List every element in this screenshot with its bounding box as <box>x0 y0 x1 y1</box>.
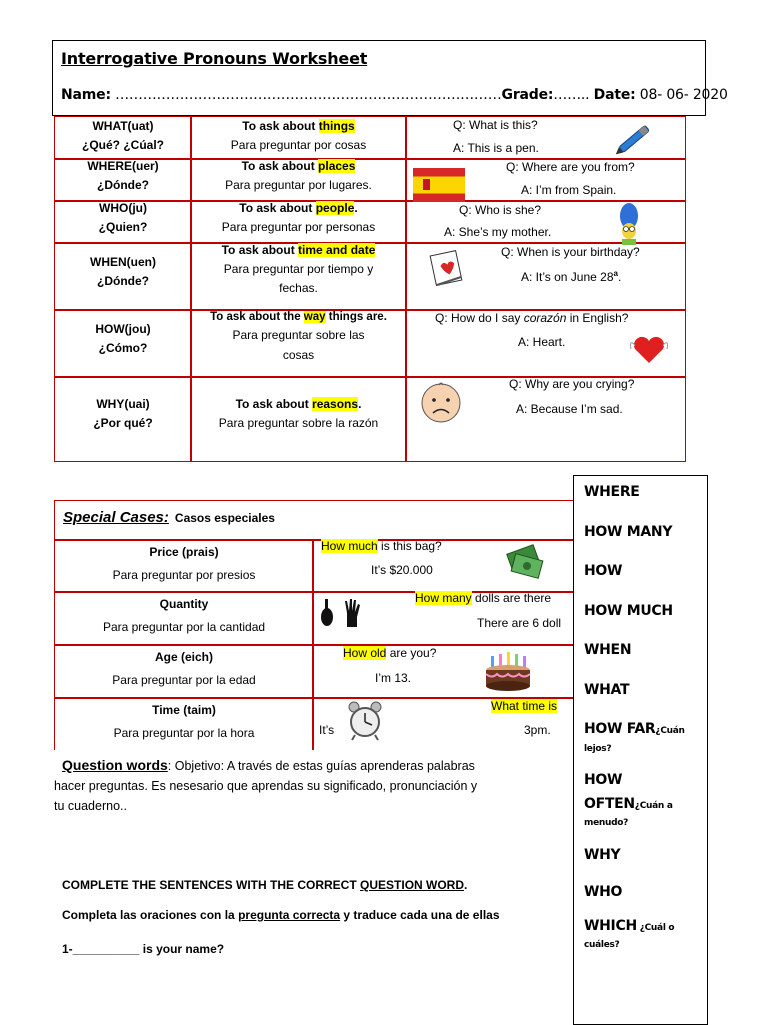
pen-icon <box>615 118 657 158</box>
word-bank-item: HOW MANY <box>584 523 673 540</box>
example-question: Q: What is this? <box>453 118 538 132</box>
pronoun-word-what: WHAT(uat) ¿Qué? ¿Cúal? <box>82 119 164 153</box>
word-bank-item: WHAT <box>584 681 630 698</box>
pronoun-purpose-how: To ask about the way things are. Para preguntar sobre las cosas <box>210 311 387 362</box>
name-label: Name: <box>61 87 111 103</box>
special-row-quantity: Quantity Para preguntar por la cantidad <box>102 597 266 634</box>
worksheet-header <box>52 40 728 116</box>
word-bank-item: WHERE <box>584 484 640 500</box>
pronoun-word-who: WHO(ju) ¿Quien? <box>98 201 148 235</box>
student-info-line <box>61 87 728 103</box>
example-question: Q: How do I say corazón in English? <box>435 311 629 325</box>
special-question: How much is this bag? <box>321 539 442 553</box>
grade-label: Grade: <box>501 87 554 103</box>
example-question: Q: Why are you crying? <box>509 377 635 391</box>
word-bank-item: WHICH ¿Cuál o cuáles? <box>584 917 675 950</box>
exercise-item-1: 1-__________ is your name? <box>62 942 225 956</box>
example-answer: A: Heart. <box>518 335 566 349</box>
special-answer: There are 6 doll <box>477 616 562 630</box>
word-bank-item: WHY <box>584 846 621 863</box>
special-question: What time is <box>491 699 558 713</box>
example-question: Q: Who is she? <box>459 203 542 217</box>
pronoun-table <box>54 116 686 462</box>
name-blank: ………………………………………………………………………… <box>115 87 502 103</box>
example-question: Q: When is your birthday? <box>501 245 640 259</box>
example-answer: A: I’m from Spain. <box>521 183 617 197</box>
pronoun-purpose-where: To ask about places Para preguntar por lugares. <box>225 159 372 193</box>
special-cases-table <box>54 500 574 750</box>
special-row-price: Price (prais) Para preguntar por presios <box>112 545 256 582</box>
hands-icon <box>319 597 363 629</box>
example-answer: A: She’s my mother. <box>444 225 552 239</box>
instruction-english: COMPLETE THE SENTENCES WITH THE CORRECT QUESTION WORD. <box>62 878 468 892</box>
example-answer: A: Because I’m sad. <box>516 402 623 416</box>
pronoun-word-when: WHEN(uen) ¿Dónde? <box>90 255 156 289</box>
word-bank-item: WHEN <box>584 642 632 658</box>
worksheet-title: Interrogative Pronouns Worksheet <box>61 49 368 68</box>
special-answer-prefix: It’s <box>319 723 335 737</box>
special-row-time: Time (taim) Para preguntar por la hora <box>113 703 255 740</box>
grade-blank: …….. <box>553 87 590 103</box>
heart-icon <box>629 333 669 365</box>
word-bank <box>573 475 708 1025</box>
spain-flag-icon <box>413 168 465 202</box>
word-bank-item: HOW MUCH <box>584 602 673 619</box>
special-question: How old are you? <box>343 646 437 660</box>
alarm-clock-icon <box>345 699 385 743</box>
special-row-age: Age (eich) Para preguntar por la edad <box>112 650 256 687</box>
special-answer: It’s $20.000 <box>371 563 433 577</box>
pronoun-word-why: WHY(uai) ¿Por qué? <box>93 397 153 431</box>
pronoun-word-how: HOW(jou) ¿Cómo? <box>95 322 151 356</box>
pronoun-purpose-who: To ask about people. Para preguntar por personas <box>221 201 376 235</box>
calendar-icon <box>427 245 467 289</box>
word-bank-item: HOW FAR¿Cuán lejos? <box>584 721 685 754</box>
date-label: Date: <box>593 87 636 103</box>
pronoun-purpose-when: To ask about time and date Para preguntar por tiempo y fechas. <box>221 243 376 296</box>
money-icon <box>505 543 545 579</box>
question-words-intro: Question words: Objetivo: A través de estas guías aprenderas palabras hacer preguntas. Es nesesario que aprendas su significado, pronunciación y tu cuaderno.. <box>54 757 478 814</box>
special-answer: 3pm. <box>524 723 551 737</box>
question-words-heading: Question words <box>62 757 168 773</box>
instruction-spanish: Completa las oraciones con la pregunta correcta y traduce cada una de ellas <box>62 908 500 922</box>
example-question: Q: Where are you from? <box>506 160 635 174</box>
cake-icon <box>483 646 533 694</box>
pronoun-purpose-why: To ask about reasons. Para preguntar sobre la razón <box>218 397 379 431</box>
example-answer: A: This is a pen. <box>453 141 539 155</box>
special-answer: I’m 13. <box>375 671 412 685</box>
special-question: How many dolls are there <box>415 591 552 605</box>
example-answer: A: It’s on June 28$^a$. <box>521 269 622 284</box>
pronoun-purpose-what: To ask about things Para preguntar por cosas <box>230 119 367 153</box>
pronoun-word-where: WHERE(uer) ¿Dónde? <box>87 159 159 193</box>
date-value: 08- 06- 2020 <box>639 87 728 103</box>
word-bank-item: HOW <box>584 563 623 579</box>
word-bank-item: WHO <box>584 884 623 900</box>
word-bank-item: HOW <box>584 772 623 788</box>
marge-icon <box>613 203 645 247</box>
word-bank-item: OFTEN¿Cuán a menudo? <box>584 795 673 828</box>
special-cases-title: Special Cases: Casos especiales <box>63 509 275 526</box>
sad-face-icon <box>417 380 465 424</box>
